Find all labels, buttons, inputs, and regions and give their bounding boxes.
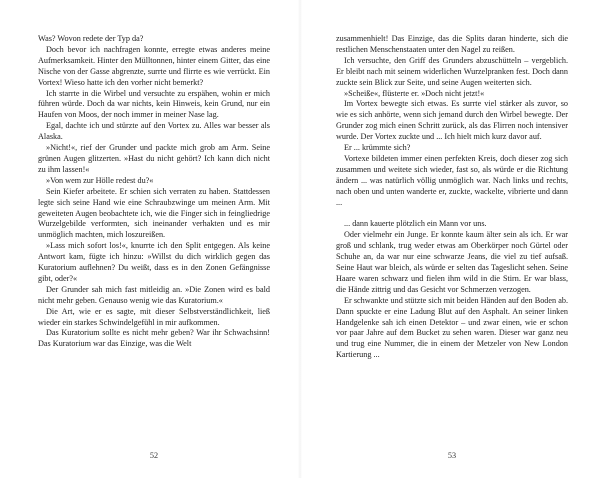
paragraph: Im Vortex bewegte sich etwas. Es surrte viel stärker als zuvor, so wie es sich anhörte, wenn sich jemand durch den Wirbel bewegte. Der Grunder zog mich einen Schritt zurück, als das Flirren noch intensiver wurde. Der Vortex zuckte und ... Ich hielt mich kurz davor auf. [336,99,568,142]
paragraph: Die Art, wie er es sagte, mit dieser Selbstverständlichkeit, ließ wieder ein starkes Schwindelgefühl in mir aufkommen. [38,306,270,327]
paragraph: Egal, dachte ich und stürzte auf den Vortex zu. Alles war besser als Alaska. [38,121,270,142]
paragraph: ... dann kauerte plötzlich ein Mann vor uns. [344,219,487,229]
paragraph: Er ... krümmte sich? [344,143,411,153]
left-page [38,34,270,350]
paragraph: Das Kuratorium sollte es nicht mehr geben? War ihr Schwachsinn! Das Kuratorium war das Einzige, was die Welt [38,328,270,349]
paragraph: Oder vielmehr ein Junge. Er konnte kaum älter sein als ich. Er war groß und schlank, trug weder etwas am Oberkörper noch Gürtel oder Schuhe an, da war nur eine schwarze Jeans, die viel zu tief aufsaß. Seine Haut war bleich, als würde er selten das Tageslicht sehen. Seine Haare waren schwarz und fielen ihm wild in die Stirn. Er war blass, die Hände zittrig und das Gesicht vor Schmerzen verzogen. [336,230,568,294]
paragraph: »Von wem zur Hölle redest du?« [46,175,154,185]
right-page [336,34,568,361]
paragraph: Ich versuchte, den Griff des Grunders abzuschütteln – vergeblich. Er bleibt nach mit seinem widerlichen Wurzelpranken fest. Doch dann zuckte sein Blick zur Seite, und seine Augen weiterten sich. [336,55,568,87]
left-page-number: 52 [149,451,159,460]
paragraph: Er schwankte und stützte sich mit beiden Händen auf den Boden ab. Dann spuckte er eine Ladung Blut auf den Asphalt. An seiner linken Handgelenke sah ich einen Detektor – und zwar einen, wie er schon vor paar Jahre auf dem Bucket zu sehen waren. Dieser war ganz neu und trug eine Nummer, die in einem der Metzeler von New London Kartierung ... [336,295,568,360]
paragraph: Doch bevor ich nachfragen konnte, erregte etwas anderes meine Aufmerksamkeit. Hinter den Mülltonnen, hinter einem Gitter, das eine Nische von der Gasse abgrenzte, surrte und flirrte es wie verrückt. Ein Vortex! Wieso hatte ich den vorher nicht bemerkt? [38,44,270,87]
paragraph: Ich starrte in die Wirbel und versuchte zu erspähen, wohin er mich führen würde. Doch da war nichts, kein Hinweis, kein Grund, nur ein Haufen von Moos, der noch immer in meiner Nase lag. [38,88,270,120]
paragraph: Vortexe bildeten immer einen perfekten Kreis, doch dieser zog sich zusammen und weitete sich wieder, fast so, als würde er die Richtung ändern ... was natürlich völlig unmöglich war. Nach links und rechts, nach oben und unten wanderte er, zuckte, wackelte, vibrierte und dann ... [336,153,568,207]
paragraph: Der Grunder sah mich fast mitleidig an. »Die Zonen wird es bald nicht mehr geben. Genauso wenig wie das Kuratorium.« [38,284,270,305]
paragraph: Was? Wovon redete der Typ da? [38,34,144,43]
paragraph: »Scheiße«, flüsterte er. »Doch nicht jetzt!« [344,88,485,98]
paragraph [336,209,568,220]
paragraph: »Lass mich sofort los!«, knurrte ich den Split entgegen. Als keine Antwort kam, fügte ich hinzu: »Willst du dich wirklich gegen das Kuratorium auflehnen? Du weißt, dass es in den Zonen Gefängnisse gibt, oder?« [38,241,270,283]
paragraph: »Nicht!«, rief der Grunder und packte mich grob am Arm. Seine grünen Augen glitzerten. »Hast du nicht gehört? Ich kann dich nicht zu ihm lassen!« [38,143,270,174]
paragraph: Sein Kiefer arbeitete. Er schien sich verraten zu haben. Stattdessen legte sich seine Hand wie eine Schraubzwinge um meinen Arm. Mit geweiteten Augen beobachtete ich, wie die Finger sich in feingliedrige Wurzelgebilde verformten, sich ineinander verhakten und es mir unmöglich machten, mich loszureißen. [38,186,270,240]
paragraph: zusammenhielt! Das Einzige, das die Splits daran hinderte, sich die restlichen Menschenstaaten unter den Nagel zu reißen. [336,34,568,54]
right-page-number: 53 [447,451,457,460]
book-gutter [298,0,302,478]
